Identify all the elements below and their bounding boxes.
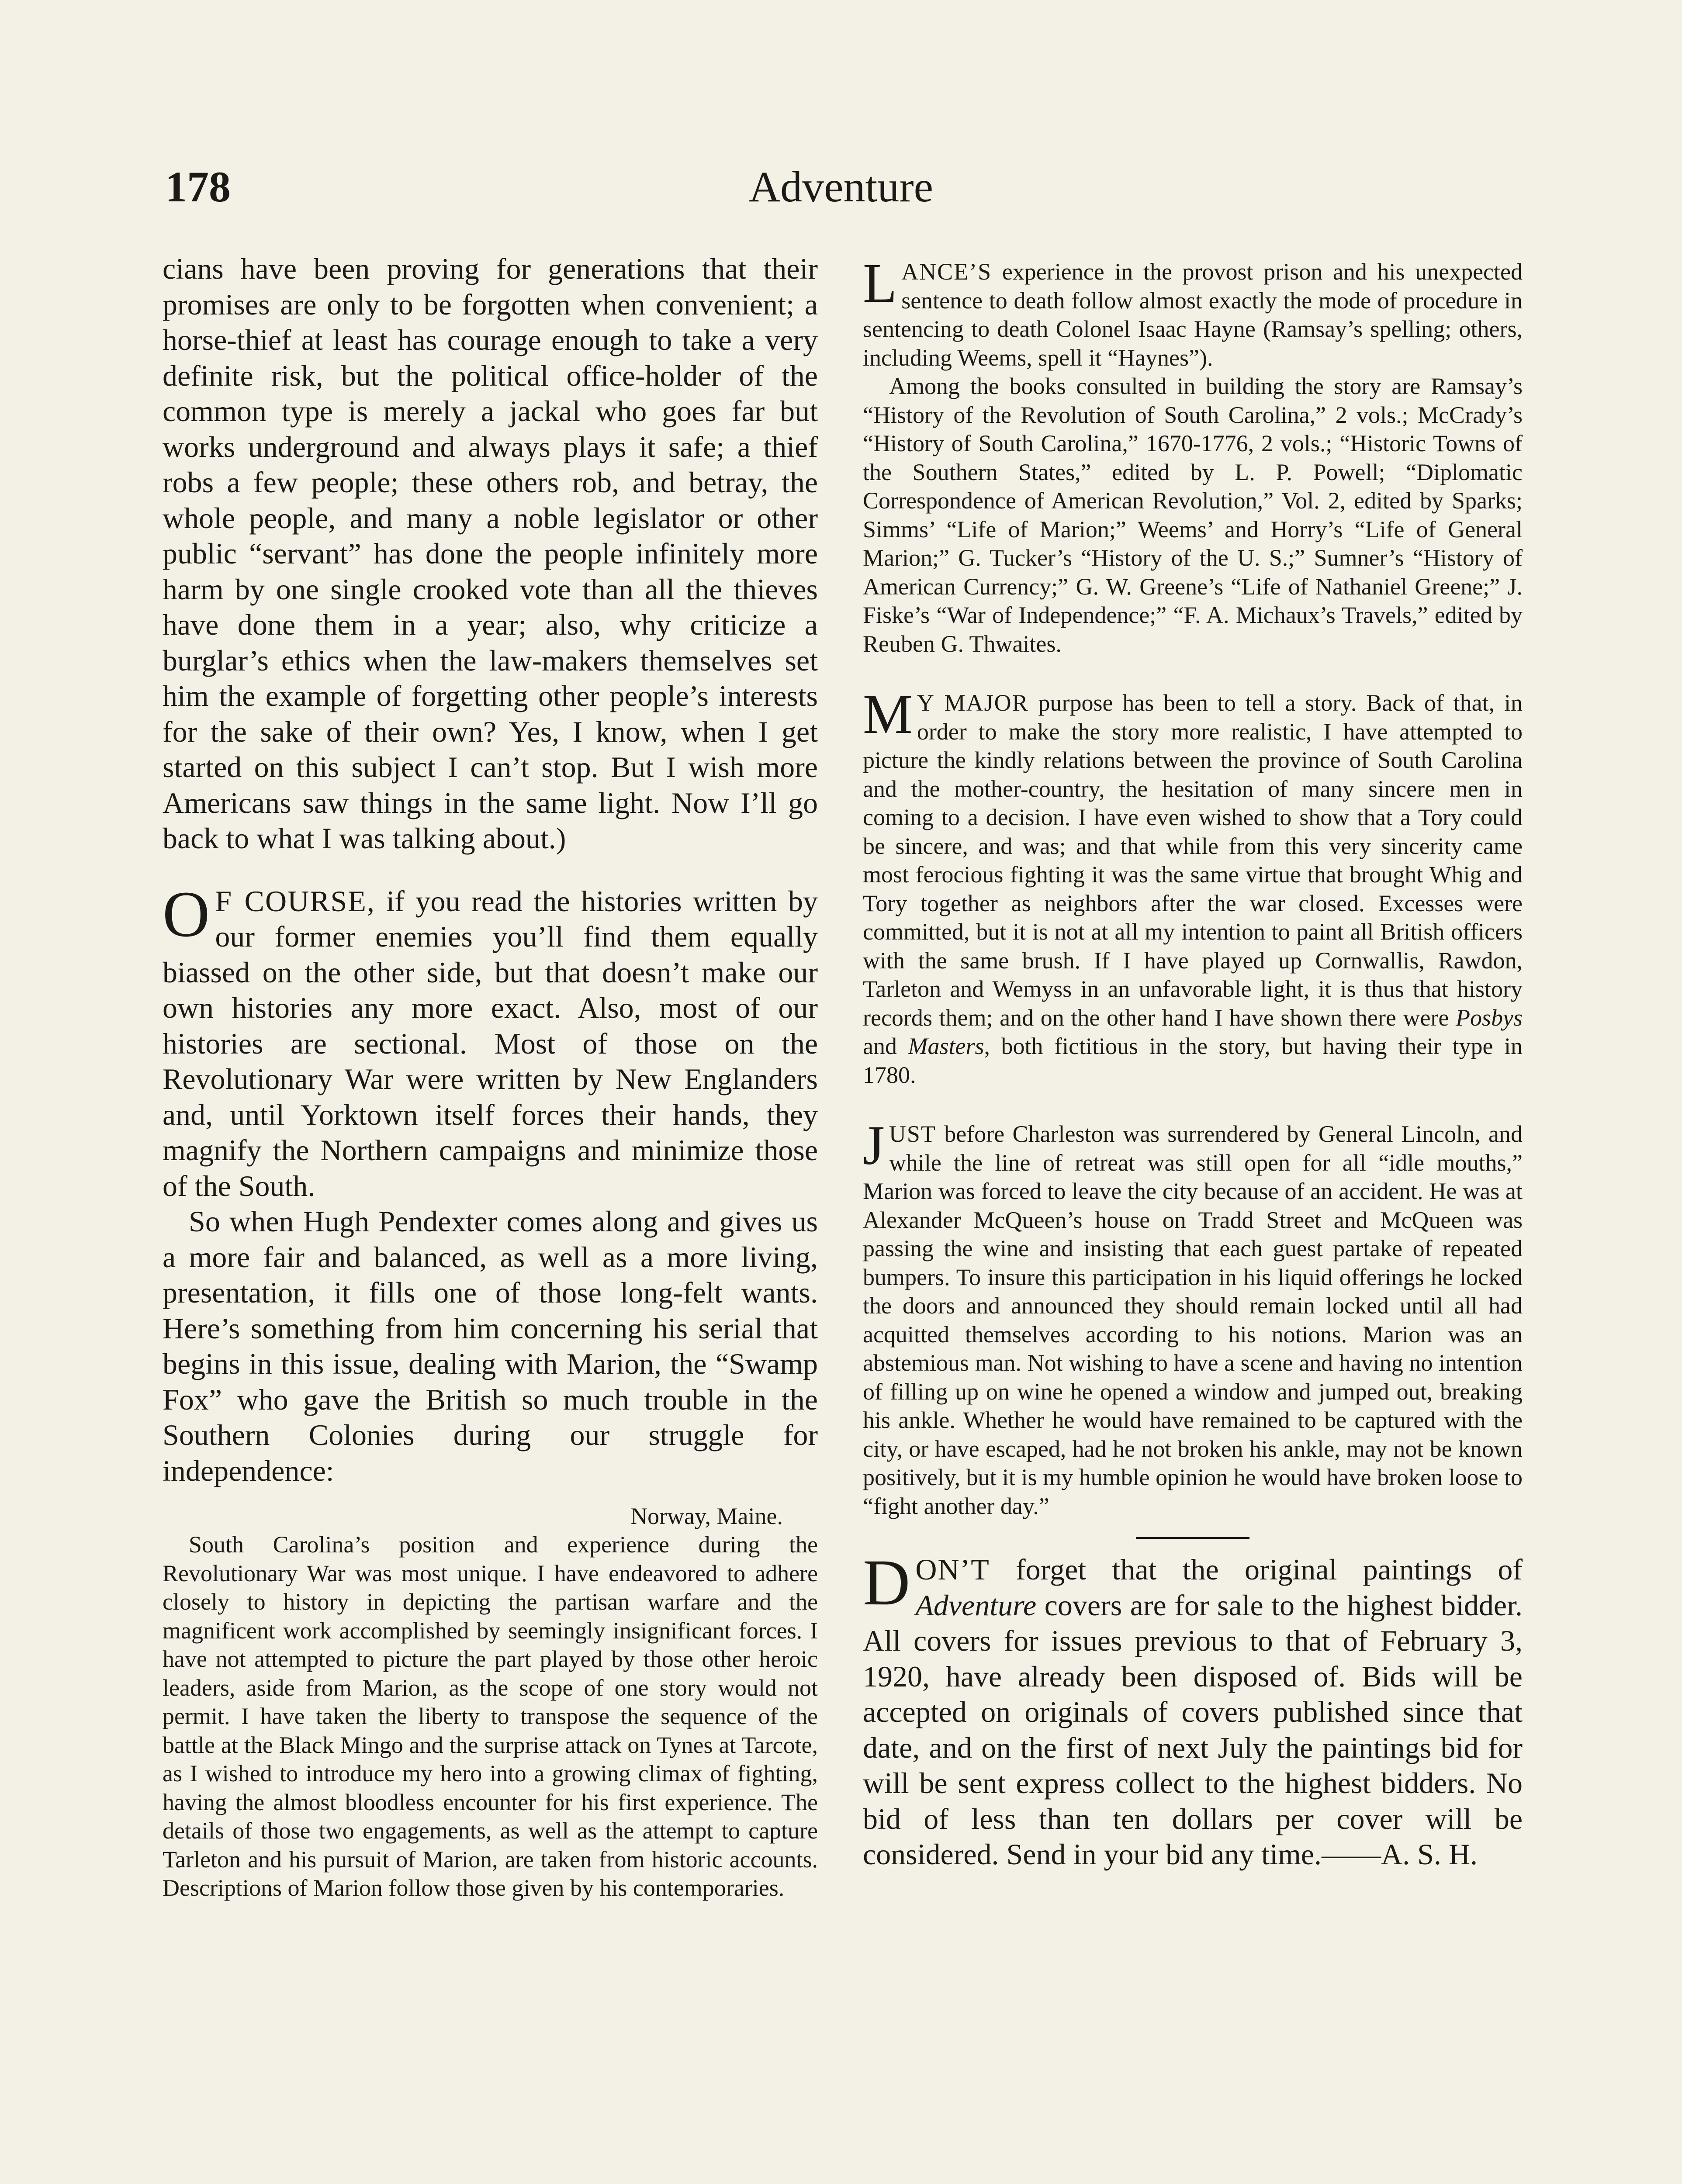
lead-in: F COURSE, xyxy=(215,884,375,918)
paragraph-text: covers are for sale to the highest bidder. All covers for issues previous to that of February 3, 1920, have already been disposed of. Bids will be accepted on originals of covers published since that date, and on the first of next July the paintings bid for will be sent express collect to the highest bidders. No bid of less than ten dollars per cover will be considered. Send in your bid any time.——A. S. H. xyxy=(863,1588,1523,1871)
paragraph-text: experience in the provost prison and his unexpected sentence to death follow almost exactly the mode of procedure in sentencing to death Colonel Isaac Hayne (Ramsay’s spelling; others, including Weems, spell it “Haynes”). xyxy=(863,259,1523,371)
dateline: Norway, Maine. xyxy=(630,1503,783,1529)
paragraph-major-purpose xyxy=(863,683,1523,1089)
paragraph-books: Among the books consulted in building the story are Ramsay’s “History of the Revolution of South Carolina,” 2 vols.; McCrady’s “History of South Carolina,” 1670-1776, 2 vols.; “Historic Towns of the Southern States,” edited by L. P. Powell; “Diplomatic Correspondence of American Revolution,” Vol. 2, edited by Sparks; Simms’ “Life of Marion;” Weems’ and Horry’s “Life of General Marion;” G. Tucker’s “History of the U. S.;” Sumner’s “History of American Currency;” G. W. Greene’s “Life of Nathaniel Greene;” J. Fiske’s “War of Independence;” “F. A. Michaux’s Travels,” edited by Reuben G. Thwaites. xyxy=(863,373,1523,657)
paragraph-of-course xyxy=(163,878,818,1204)
pendexter-letter xyxy=(163,1502,818,1903)
lead-in: UST xyxy=(889,1121,936,1147)
paragraph-text: forget that the original paintings of xyxy=(990,1553,1523,1586)
lead-in: ANCE’S xyxy=(901,259,992,285)
right-column xyxy=(863,252,1523,1873)
editorial-text xyxy=(163,251,818,1489)
paragraph-covers xyxy=(863,1546,1523,1873)
paragraph-text: before Charleston was surrendered by General Lincoln, and while the line of retreat was still open for all “idle mouths,” Marion was forced to leave the city because of an accident. He was at Alexander McQueen’s house on Tradd Street and McQueen was passing the wine and insisting that each guest partake of repeated bumpers. To insure this participation in his liquid offerings he locked the doors and announced they should remain locked until all had acquitted themselves according to his notions. Marion was an abstemious man. Not wishing to have a scene and having no intention of filling up on wine he opened a window and jumped out, breaking his ankle. Whether he would have remained to be captured with the city, or have escaped, had he not broken his ankle, may not be known positively, but it is my humble opinion he would have broken loose to “fight another day.” xyxy=(863,1121,1523,1519)
covers-notice xyxy=(863,1546,1523,1873)
section-divider xyxy=(1136,1537,1249,1539)
lead-in: ON’T xyxy=(915,1553,990,1586)
left-column xyxy=(163,251,818,1903)
running-head: Adventure xyxy=(748,162,934,211)
drop-cap: O xyxy=(163,878,210,950)
drop-cap: L xyxy=(863,252,897,314)
paragraph-politicians: cians have been proving for generations that their promises are only to be forgotten when convenient; a horse-thief at least has courage enough to take a very definite risk, but the political office-holder of the common type is merely a jackal who goes far but works underground and always plays it safe; a thief robs a few people; these others rob, and betray, the whole people, and many a noble legislator or other public “servant” has done the people infinitely more harm by one single crooked vote than all the thieves have done them in a year; also, why criticize a burglar’s ethics when the law-makers themselves set him the example of forgetting other people’s interests for the sake of their own? Yes, I know, when I get started on this subject I can’t stop. But I wish more Americans saw things in the same light. Now I’ll go back to what I was talking about.) xyxy=(163,252,818,855)
italic-title: Adventure xyxy=(915,1588,1037,1622)
paragraph-text: if you read the histories written by our former enemies you’ll find them equally biassed on the other side, but that doesn’t make our own histories any more exact. Also, most of our histories are sectional. Most of those on the Revolutionary War were written by New Englanders and, until Yorktown itself forces their hands, they magnify the Northern campaigns and minimize those of the South. xyxy=(163,884,818,1203)
page-number: 178 xyxy=(165,162,231,211)
paragraph-lance xyxy=(863,252,1523,372)
paragraph-just-before xyxy=(863,1114,1523,1521)
lead-in: Y MAJOR xyxy=(917,690,1029,716)
letter-continued xyxy=(863,252,1523,1521)
letter-text: South Carolina’s position and experience during the Revolutionary War was most unique. I have endeavored to adhere closely to history in depicting the partisan warfare and the magnificent work accomplished by seemingly insignificant forces. I have not attempted to picture the part played by those other heroic leaders, aside from Marion, as the scope of one story would not permit. I have taken the liberty to transpose the sequence of the battle at the Black Mingo and the surprise attack on Tynes at Tarcote, as I wished to introduce my hero into a growing climax of fighting, having the almost bloodless encounter for his first experience. The details of those two engagements, as well as the attempt to capture Tarleton and his pursuit of Marion, are taken from historic accounts. Descriptions of Marion follow those given by his contemporaries. xyxy=(163,1531,818,1901)
drop-cap: D xyxy=(863,1546,910,1619)
paragraph-text: purpose has been to tell a story. Back of that, in order to make the story more realistic, I have attempted to picture the kindly relations between the province of South Carolina and the mother-country, the hesitation of many sincere men in coming to a decision. I have even wished to show that a Tory could be sincere, and was; and that while from this very sincerity came most ferocious fighting it was the same virtue that brought Whig and Tory together as neighbors after the war closed. Excesses were committed, but it is not at all my intention to paint all British officers with the same brush. If I have played up Cornwallis, Rawdon, Tarleton and Wemyss in an unfavorable light, it is thus that history records them; and on the other hand I have shown there were xyxy=(863,690,1523,1031)
paragraph-pendexter: So when Hugh Pendexter comes along and gives us a more fair and balanced, as well as a more living, presentation, it fills one of those long-felt wants. Here’s something from him concerning his serial that begins in this issue, dealing with Marion, the “Swamp Fox” who gave the British so much trouble in the Southern Colonies during our struggle for independence: xyxy=(163,1205,818,1487)
paragraph-text: , both fictitious in the story, but having their type in 1780. xyxy=(863,1033,1523,1088)
drop-cap: J xyxy=(863,1114,885,1176)
paragraph-text: and xyxy=(863,1033,908,1059)
italic-name: Masters xyxy=(908,1033,984,1059)
italic-name: Posbys xyxy=(1456,1004,1523,1031)
drop-cap: M xyxy=(863,683,913,745)
